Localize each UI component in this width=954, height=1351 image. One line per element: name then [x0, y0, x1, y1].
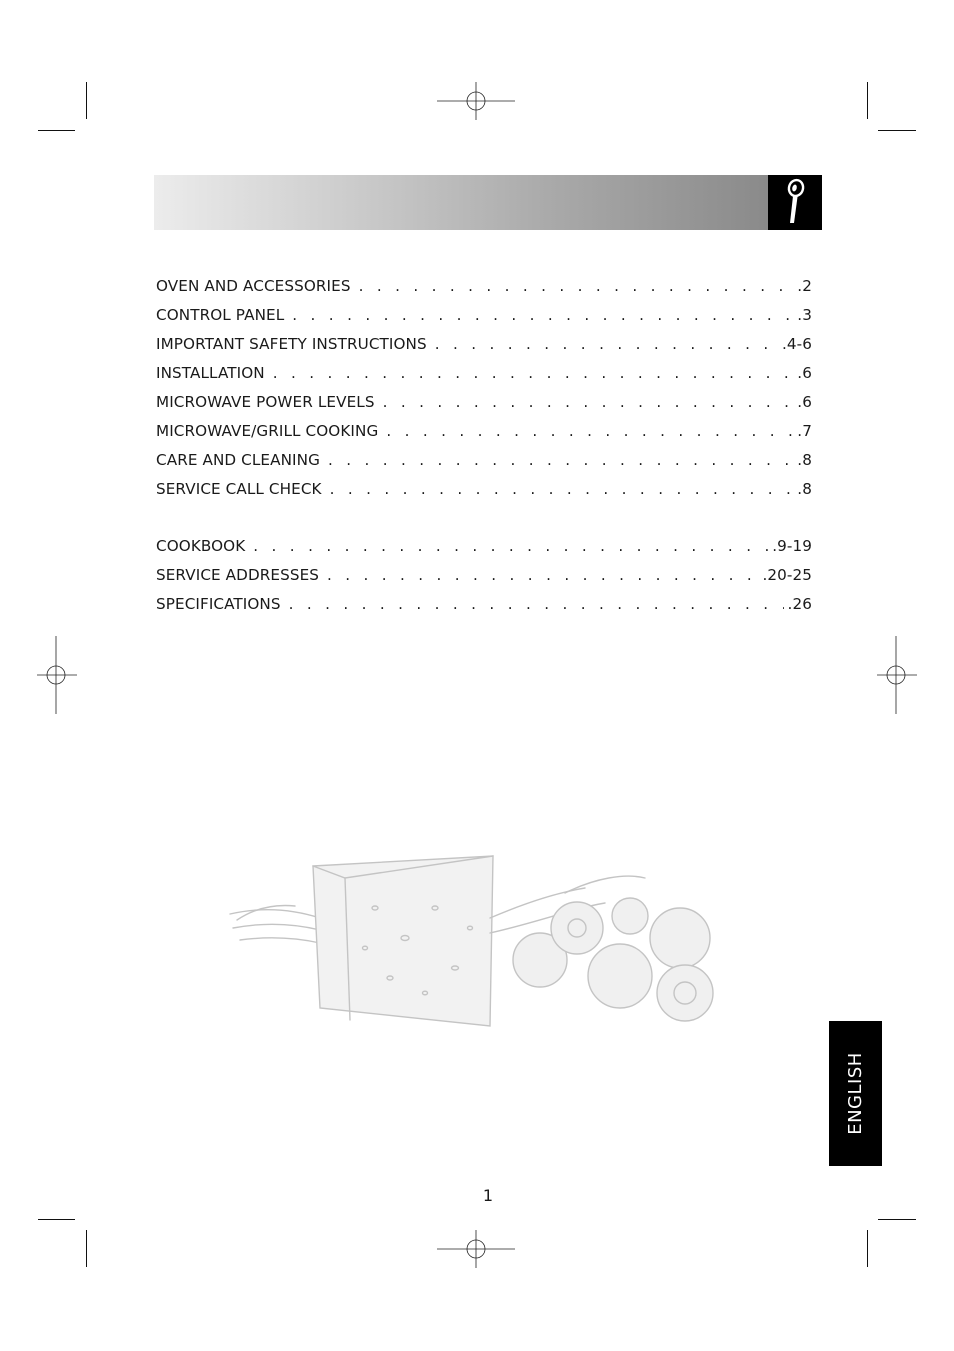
toc-leader-dots: [359, 277, 794, 295]
toc-leader-dots: [273, 364, 794, 382]
toc-entry[interactable]: [156, 306, 812, 335]
toc-leader-dots: [435, 335, 778, 353]
toc-leader-dots: [292, 306, 793, 324]
toc-entry-label: COOKBOOK: [156, 537, 246, 555]
toc-entry-page: .8: [797, 451, 812, 469]
toc-entry[interactable]: [156, 393, 812, 422]
toc-entry-label: CARE AND CLEANING: [156, 451, 320, 469]
toc-entry-page: .3: [797, 306, 812, 324]
toc-entry[interactable]: [156, 422, 812, 451]
toc-entry-page: .20-25: [762, 566, 812, 584]
registration-mark-bottom: [437, 1230, 515, 1268]
toc-leader-dots: [386, 422, 793, 440]
toc-entry-page: .6: [797, 364, 812, 382]
registration-mark-top: [437, 82, 515, 120]
toc-leader-dots: [327, 566, 758, 584]
toc-appendix-section: [156, 537, 812, 624]
toc-entry[interactable]: [156, 537, 812, 566]
toc-entry-page: .4-6: [781, 335, 812, 353]
toc-entry-page: .2: [797, 277, 812, 295]
toc-entry-page: .9-19: [772, 537, 812, 555]
toc-entry-label: INSTALLATION: [156, 364, 265, 382]
toc-leader-dots: [328, 451, 793, 469]
toc-entry-label: MICROWAVE POWER LEVELS: [156, 393, 375, 411]
toc-entry-page: .7: [797, 422, 812, 440]
language-tab-label-wrapper: [829, 1021, 882, 1166]
toc-entry-label: SERVICE ADDRESSES: [156, 566, 319, 584]
page-number: 1: [482, 1186, 494, 1205]
toc-entry-page: .26: [787, 595, 812, 613]
toc-entry[interactable]: [156, 480, 812, 509]
toc-entry[interactable]: [156, 364, 812, 393]
cheese-and-mushrooms-illustration: [225, 848, 725, 1033]
toc-entry[interactable]: [156, 451, 812, 480]
toc-entry-page: .6: [797, 393, 812, 411]
registration-mark-left: [37, 636, 77, 714]
toc-entry-label: CONTROL PANEL: [156, 306, 285, 324]
header-gradient-bar: [154, 175, 768, 230]
toc-entry[interactable]: [156, 335, 812, 364]
toc-entry-label: SERVICE CALL CHECK: [156, 480, 322, 498]
language-tab-label: ENGLISH: [845, 1052, 866, 1135]
toc-entry[interactable]: [156, 595, 812, 624]
toc-entry-page: .8: [797, 480, 812, 498]
toc-leader-dots: [383, 393, 794, 411]
toc-leader-dots: [330, 480, 794, 498]
toc-entry-label: MICROWAVE/GRILL COOKING: [156, 422, 379, 440]
toc-entry-label: OVEN AND ACCESSORIES: [156, 277, 351, 295]
toc-leader-dots: [253, 537, 768, 555]
header-icon-box: [768, 175, 822, 230]
registration-mark-right: [877, 636, 917, 714]
language-tab[interactable]: [829, 1021, 882, 1166]
toc-entry[interactable]: [156, 566, 812, 595]
magnifier-icon: [768, 175, 822, 230]
toc-main-section: [156, 277, 812, 509]
toc-entry-label: SPECIFICATIONS: [156, 595, 281, 613]
toc-leader-dots: [289, 595, 784, 613]
toc-entry-label: IMPORTANT SAFETY INSTRUCTIONS: [156, 335, 427, 353]
toc-entry[interactable]: [156, 277, 812, 306]
